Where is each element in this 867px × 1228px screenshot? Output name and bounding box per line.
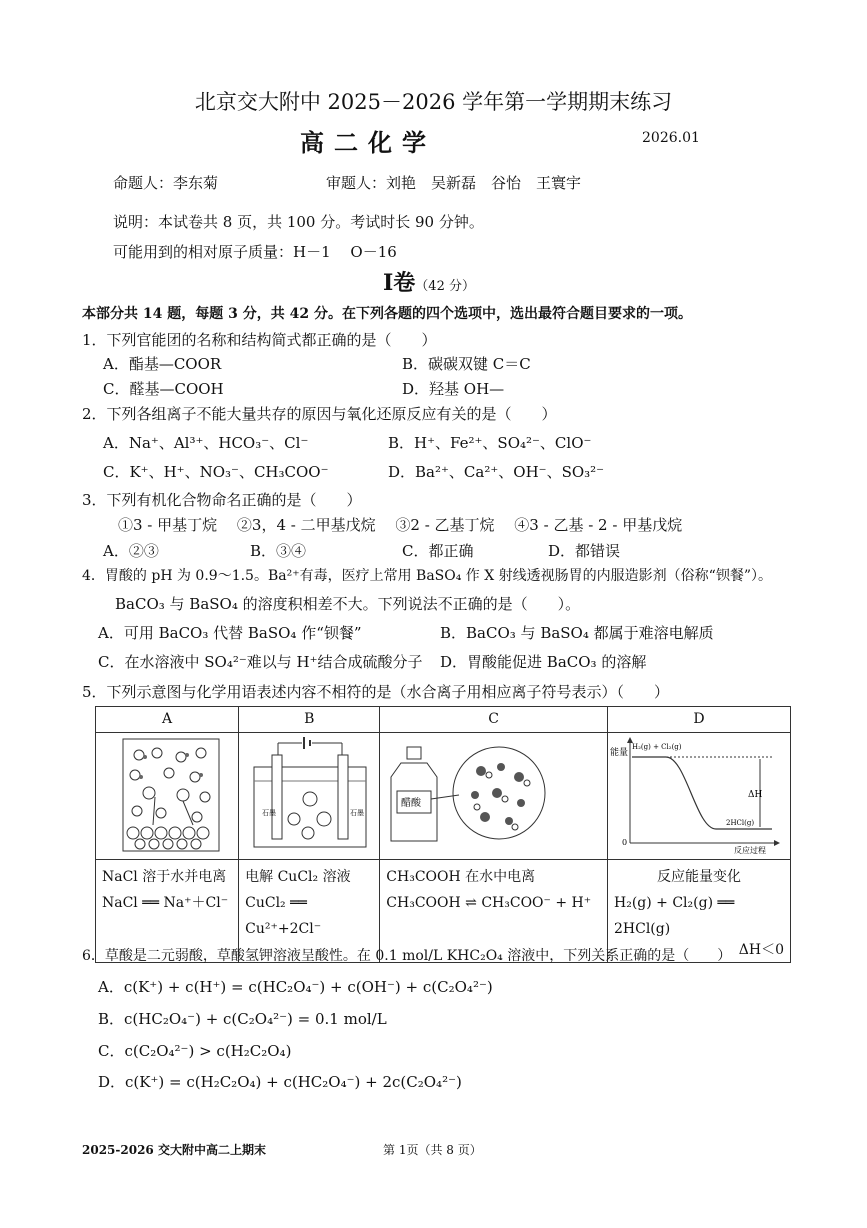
q5-caption-d: 反应能量变化 H₂(g) + Cl₂(g) ══ 2HCl(g) ΔH＜0: [608, 860, 791, 963]
q3-option-c: C．都正确: [402, 542, 474, 560]
section-score: （42 分）: [415, 279, 475, 294]
reactants-label: H₂(g) + Cl₂(g): [632, 743, 682, 751]
q3-option-d: D．都错误: [548, 542, 621, 560]
energy-diagram-figure: [608, 733, 790, 855]
delta-h-label: ΔH: [748, 790, 763, 800]
q5-caption-a: NaCl 溶于水并电离 NaCl ══ Na⁺＋Cl⁻: [96, 860, 239, 963]
footer-exam-name: 2025-2026 交大附中高二上期末: [82, 1143, 266, 1157]
q3-option-b: B．③④: [250, 542, 307, 560]
nacl-dissolution-figure: [97, 733, 237, 855]
exam-date: 2026.01: [642, 130, 700, 146]
acetic-acid-bottle-label: 醋酸: [400, 798, 421, 809]
q4-option-d: D．胃酸能促进 BaCO₃ 的溶解: [440, 653, 647, 671]
q4-option-c: C．在水溶液中 SO₄²⁻难以与 H⁺结合成硫酸分子: [98, 653, 423, 671]
graphite-label-left: 石墨: [262, 809, 277, 817]
q6-option-a: A．c(K⁺) + c(H⁺) = c(HC₂O₄⁻) + c(OH⁻) + c(C₂O₄²⁻): [98, 978, 493, 996]
q2-option-b: B．H⁺、Fe²⁺、SO₄²⁻、ClO⁻: [388, 434, 592, 452]
q5-caption-c: CH₃COOH 在水中电离 CH₃COOH ⇌ CH₃COO⁻ + H⁺: [380, 860, 608, 963]
q1-option-a: A．酯基—COOR: [103, 355, 222, 373]
q4-option-b: B．BaCO₃ 与 BaSO₄ 都属于难溶电解质: [440, 624, 714, 642]
q5-figure-b: [239, 733, 380, 860]
exam-title: 北京交大附中 2025－2026 学年第一学期期末练习: [194, 90, 673, 114]
graphite-label-right: 石墨: [350, 809, 365, 817]
q6-option-b: B．c(HC₂O₄⁻) + c(C₂O₄²⁻) = 0.1 mol/L: [98, 1010, 387, 1028]
q3-option-a: A．②③: [103, 542, 159, 560]
q5-col-a: A: [96, 707, 239, 733]
q5-stem: 5．下列示意图与化学用语表述内容不相符的是（水合离子用相应离子符号表示）（ ）: [82, 683, 670, 701]
q5-figure-a: [96, 733, 239, 860]
q1-stem: 1．下列官能团的名称和结构简式都正确的是（ ）: [82, 331, 437, 349]
q5-figure-d: [608, 733, 791, 860]
q4-stem-line1: 4．胃酸的 pH 为 0.9～1.5。Ba²⁺有毒，医疗上常用 BaSO₄ 作 X 射线透视肠胃的内服造影剂（俗称“钡餐”）。: [82, 568, 772, 584]
q2-option-d: D．Ba²⁺、Ca²⁺、OH⁻、SO₃²⁻: [388, 463, 605, 481]
q1-option-c: C．醛基—COOH: [103, 380, 224, 398]
q1-option-d: D．羟基 OH—: [402, 380, 505, 398]
q2-option-c: C．K⁺、H⁺、NO₃⁻、CH₃COO⁻: [103, 463, 329, 481]
q3-stem: 3．下列有机化合物命名正确的是（ ）: [82, 491, 362, 509]
section-instruction: 本部分共 14 题，每题 3 分，共 42 分。在下列各题的四个选项中，选出最符合题目要求的一项。: [82, 306, 692, 322]
page-number: 第 1页（共 8 页）: [383, 1143, 482, 1157]
electrolysis-figure: [240, 733, 378, 855]
q5-caption-b: 电解 CuCl₂ 溶液 CuCl₂ ══ Cu²⁺+2Cl⁻: [239, 860, 380, 963]
q2-stem: 2．下列各组离子不能大量共存的原因与氧化还原反应有关的是（ ）: [82, 405, 557, 423]
energy-axis-label: 能量: [610, 748, 629, 758]
product-label: 2HCl(g): [726, 819, 755, 827]
q5-col-c: C: [380, 707, 608, 733]
q6-stem: 6．草酸是二元弱酸，草酸氢钾溶液呈酸性。在 0.1 mol/L KHC₂O₄ 溶液中，下列关系正确的是（ ）: [82, 948, 732, 964]
q5-figure-c: [380, 733, 608, 860]
q4-stem-line2: BaCO₃ 与 BaSO₄ 的溶度积相差不大。下列说法不正确的是（ ）。: [115, 595, 581, 613]
section-title: [383, 266, 475, 297]
subject-title: 高二化学: [300, 128, 436, 157]
q1-option-b: B．碳碳双键 C＝C: [402, 355, 531, 373]
q5-col-d: D: [608, 707, 791, 733]
exam-note: 说明：本试卷共 8 页，共 100 分。考试时长 90 分钟。: [113, 213, 484, 231]
q3-items: ①3 - 甲基丁烷 ②3，4 - 二甲基戊烷 ③2 - 乙基丁烷 ④3 - 乙基 - 2 - 甲基戊烷: [118, 516, 683, 534]
q5-table: [95, 706, 791, 963]
section-name: I卷: [383, 270, 416, 296]
q2-option-a: A．Na⁺、Al³⁺、HCO₃⁻、Cl⁻: [103, 434, 309, 452]
q4-option-a: A．可用 BaCO₃ 代替 BaSO₄ 作“钡餐”: [98, 624, 362, 642]
reaction-axis-label: 反应过程: [734, 846, 766, 855]
origin-label: 0: [622, 838, 628, 847]
q6-option-d: D．c(K⁺) = c(H₂C₂O₄) + c(HC₂O₄⁻) + 2c(C₂O₄²⁻): [98, 1073, 462, 1091]
reviewer-line: 审题人：刘艳 吴新磊 谷怡 王寰宇: [326, 174, 582, 192]
q6-option-c: C．c(C₂O₄²⁻) > c(H₂C₂O₄): [98, 1042, 292, 1060]
author-line: 命题人：李东菊: [113, 174, 219, 192]
atomic-mass-line: 可能用到的相对原子质量：H－1 O－16: [113, 243, 397, 261]
q5-col-b: B: [239, 707, 380, 733]
acetic-acid-figure: [381, 733, 607, 855]
